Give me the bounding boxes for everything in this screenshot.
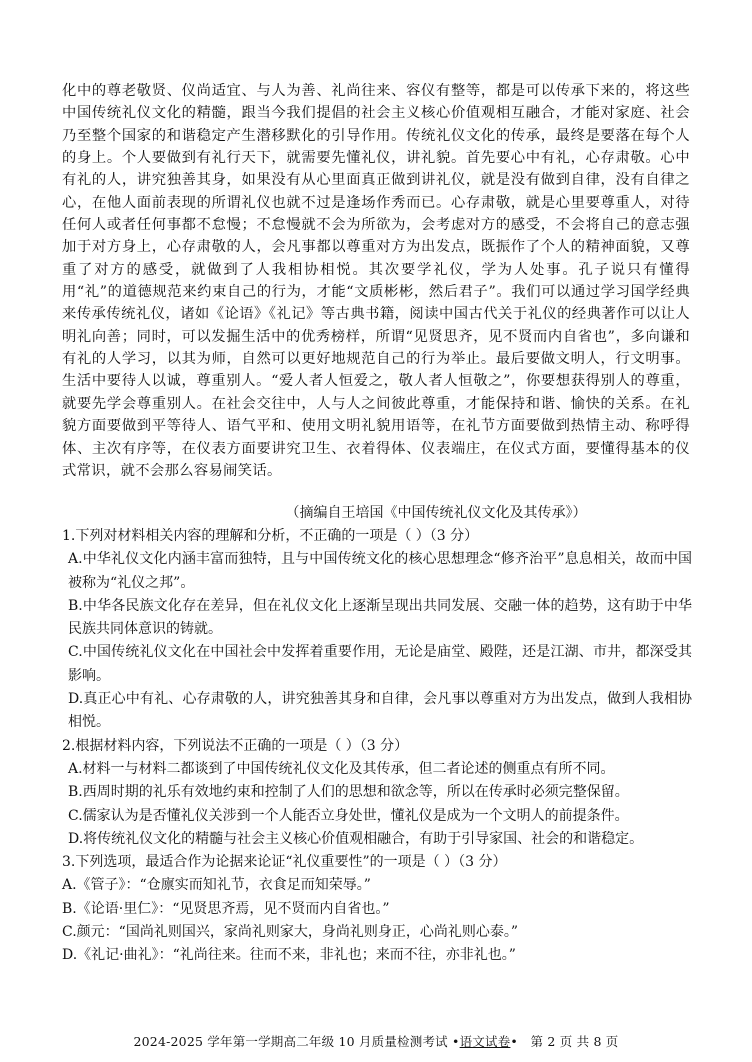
passage-source: （摘编自王培国《中国传统礼仪文化及其传承》） xyxy=(285,505,587,521)
option-b: B.《论语·里仁》：“见贤思齐焉，见不贤而内自省也。” xyxy=(62,900,390,917)
question-1 xyxy=(62,525,692,735)
question-stem: 1.下列对材料相关内容的理解和分析，不正确的一项是（ ）（3 分） xyxy=(62,528,479,544)
option-c: C.颜元：“国尚礼则国兴，家尚礼则家大，身尚礼则身正，心尚礼则心泰。” xyxy=(62,924,518,941)
question-list xyxy=(62,525,692,968)
page-number: 第 2 页 共 8 页 xyxy=(530,1034,619,1049)
subject-label: 语文试卷 xyxy=(459,1034,511,1049)
footer-dot: • xyxy=(510,1034,518,1049)
option-d: D.将传统礼仪文化的精髓与社会主义核心价值观相融合，有助于引导家国、社会的和谐稳定。 xyxy=(68,830,644,847)
question-stem: 3.下列选项，最适合作为论据来论证“礼仪重要性”的一项是（ ）（3 分） xyxy=(62,854,507,871)
option-b: B.西周时期的礼乐有效地约束和控制了人们的思想和欲念等，所以在传承时必须完整保留。 xyxy=(68,784,629,801)
option-c: C.儒家认为是否懂礼仪关涉到一个人能否立身处世，懂礼仪是成为一个文明人的前提条件。 xyxy=(68,807,629,824)
option-b: B.中华各民族文化存在差异，但在礼仪文化上逐渐呈现出共同发展、交融一体的趋势，这有助于中华民族共同体意识的铸就。 xyxy=(68,597,692,638)
option-d: D.《礼记·曲礼》：“礼尚往来。往而不来，非礼也；来而不往，亦非礼也。” xyxy=(62,947,516,964)
question-2 xyxy=(62,735,692,851)
option-d: D.真正心中有礼、心存肃敬的人，讲究独善其身和自律，会凡事以尊重对方为出发点，做到人我相协相悦。 xyxy=(68,691,692,731)
option-a: A.材料一与材料二都谈到了中国传统礼仪文化及其传承，但二者论述的侧重点有所不同。 xyxy=(68,760,615,777)
question-3 xyxy=(62,851,692,967)
exam-title: 2024-2025 学年第一学期高二年级 10 月质量检测考试 • xyxy=(133,1034,460,1049)
option-a: A.《管子》：“仓廪实而知礼节，衣食足而知荣辱。” xyxy=(62,877,371,894)
option-a: A.中华礼仪文化内涵丰富而独特，且与中国传统文化的核心思想理念“修齐治平”息息相关，故而中国被称为“礼仪之邦”。 xyxy=(68,551,692,591)
question-stem: 2.根据材料内容，下列说法不正确的一项是（ ）（3 分） xyxy=(62,737,409,754)
page-footer xyxy=(0,1032,752,1050)
reading-passage xyxy=(62,80,690,482)
passage-paragraph: 化中的尊老敬贤、仪尚适宜、与人为善、礼尚往来、容仪有整等，都是可以传承下来的，将这些中国传统礼仪文化的精髓，跟当今我们提倡的社会主义核心价值观相互融合，才能对家庭、社会乃至整个国家的和谐稳定产生潜移默化的引导作用。传统礼仪文化的传承，最终是要落在每个人的身上。个人要做到有礼行天下，就需要先懂礼仪，讲礼貌。首先要心中有礼，心存肃敬。心中有礼的人，讲究独善其身，如果没有从心里面真正做到讲礼仪，就是没有做到自律，没有自律之心，在他人面前表现的所谓礼仪也就不过是逢场作秀而已。心存肃敬，就是心里要尊重人，对待任何人或者任何事都不怠慢；不怠慢就不会为所欲为，会考虑对方的感受，不会将自己的意志强加于对方身上，心存肃敬的人，会凡事都以尊重对方为出发点，既振作了个人的精神面貌，又尊重了对方的感受，就做到了人我相协相悦。其次要学礼仪，学为人处事。孔子说只有懂得用“礼”的道德规范来约束自己的行为，才能“文质彬彬，然后君子”。我们可以通过学习国学经典来传承传统礼仪，诸如《论语》《礼记》等古典书籍，阅读中国古代关于礼仪的经典著作可以让人明礼向善；同时，可以发掘生活中的优秀榜样，所谓“见贤思齐，见不贤而内自省也”，多向谦和有礼的人学习，以其为师，自然可以更好地规范自己的行为举止。最后要做文明人，行文明事。生活中要待人以诚，尊重别人。“爱人者人恒爱之，敬人者人恒敬之”，你要想获得别人的尊重，就要先学会尊重别人。在社会交往中，人与人之间彼此尊重，才能保持和谐、愉快的关系。在礼貌方面要做到平等待人、语气平和、使用文明礼貌用语等，在礼节方面要做到热情主动、称呼得体、主次有序等，在仪表方面要讲究卫生、衣着得体、仪表端庄，在仪式方面，要懂得基本的仪式常识，就不会那么容易闹笑话。 xyxy=(62,83,690,479)
option-c: C.中国传统礼仪文化在中国社会中发挥着重要作用，无论是庙堂、殿陛，还是江湖、市井，都深受其影响。 xyxy=(68,644,692,684)
